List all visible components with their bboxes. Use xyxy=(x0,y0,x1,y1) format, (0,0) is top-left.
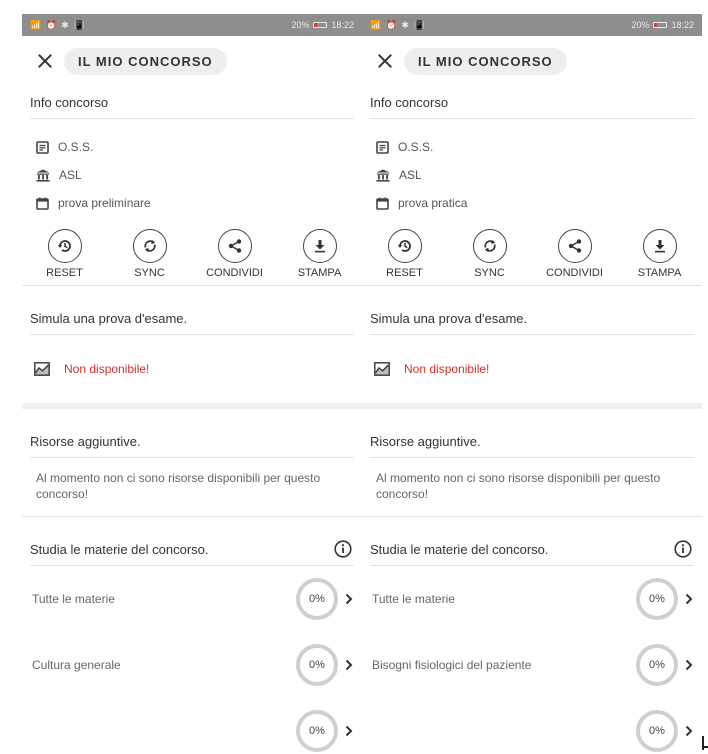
info-exam-row xyxy=(22,189,362,217)
subject-row[interactable] xyxy=(362,566,702,632)
study-section-title: Studia le materie del concorso. xyxy=(30,541,209,557)
subject-row[interactable] xyxy=(362,698,702,754)
battery-icon xyxy=(313,22,327,28)
close-icon[interactable] xyxy=(378,54,392,68)
page-title: IL MIO CONCORSO xyxy=(64,48,227,75)
status-icons: 📶 ⏰ ✱ 📳 xyxy=(370,19,426,30)
spacer xyxy=(362,286,702,302)
reset-label: RESET xyxy=(46,267,83,279)
battery-fill xyxy=(314,23,316,27)
close-icon[interactable] xyxy=(38,54,52,68)
chart-icon xyxy=(374,362,390,376)
resources-section-header xyxy=(370,425,694,458)
simulate-status: Non disponibile! xyxy=(64,362,150,376)
info-exam-type: prova preliminare xyxy=(58,196,151,210)
document-icon xyxy=(376,141,389,154)
subject-name: Tutte le materie xyxy=(372,592,455,606)
study-section-header xyxy=(30,533,354,566)
subject-name: Tutte le materie xyxy=(32,592,115,606)
share-button[interactable] xyxy=(200,229,270,279)
status-icons: 📶 ⏰ ✱ 📳 xyxy=(30,19,86,30)
phone-screen-right xyxy=(362,14,702,754)
mouse-cursor-icon xyxy=(702,736,708,750)
progress-ring: 0% xyxy=(296,710,338,752)
reset-button[interactable] xyxy=(370,229,440,279)
app-bar xyxy=(362,36,702,86)
print-button[interactable] xyxy=(285,229,355,279)
sync-icon xyxy=(133,229,167,263)
sync-button[interactable] xyxy=(455,229,525,279)
info-section-title: Info concorso xyxy=(370,94,449,110)
history-icon xyxy=(48,229,82,263)
subject-list xyxy=(362,566,702,754)
info-section-title: Info concorso xyxy=(30,94,109,110)
bank-icon xyxy=(376,169,390,182)
simulate-section-header xyxy=(30,302,354,335)
calendar-icon xyxy=(36,197,49,210)
info-entity: ASL xyxy=(399,168,422,182)
subject-name: Bisogni fisiologici del paziente xyxy=(372,658,532,672)
subject-row[interactable] xyxy=(362,632,702,698)
simulate-status-row xyxy=(22,335,362,403)
info-profile: O.S.S. xyxy=(58,140,94,154)
info-entity-row xyxy=(22,161,362,189)
action-bar xyxy=(22,217,362,285)
study-section-header xyxy=(370,533,694,566)
progress-ring: 0% xyxy=(636,710,678,752)
progress-ring: 0% xyxy=(296,578,338,620)
info-profile-row xyxy=(362,133,702,161)
print-button[interactable] xyxy=(625,229,695,279)
chevron-right-icon xyxy=(682,659,696,671)
battery-percent: 20% xyxy=(291,20,310,30)
info-entity: ASL xyxy=(59,168,82,182)
chevron-right-icon xyxy=(682,593,696,605)
chevron-right-icon xyxy=(342,659,356,671)
app-bar xyxy=(22,36,362,86)
info-exam-row xyxy=(362,189,702,217)
bank-icon xyxy=(36,169,50,182)
progress-ring: 0% xyxy=(636,644,678,686)
status-bar xyxy=(362,14,702,36)
reset-button[interactable] xyxy=(30,229,100,279)
download-icon xyxy=(643,229,677,263)
info-entity-row xyxy=(362,161,702,189)
subject-row[interactable] xyxy=(22,566,362,632)
share-icon xyxy=(558,229,592,263)
battery-icon xyxy=(653,22,667,28)
status-right xyxy=(631,20,694,30)
sync-button[interactable] xyxy=(115,229,185,279)
download-icon xyxy=(303,229,337,263)
resources-message: Al momento non ci sono risorse disponibili per questo concorso! xyxy=(36,471,321,501)
resources-section-title: Risorse aggiuntive. xyxy=(30,433,141,449)
clock: 18:22 xyxy=(671,20,694,30)
spacer xyxy=(22,409,362,425)
document-icon xyxy=(36,141,49,154)
share-icon xyxy=(218,229,252,263)
spacer xyxy=(362,409,702,425)
info-icon[interactable] xyxy=(674,540,692,558)
battery-fill xyxy=(654,23,656,27)
simulate-status-row xyxy=(362,335,702,403)
chart-icon xyxy=(34,362,50,376)
page-title: IL MIO CONCORSO xyxy=(404,48,567,75)
print-label: STAMPA xyxy=(637,267,682,279)
simulate-section-title: Simula una prova d'esame. xyxy=(370,310,528,326)
simulate-status: Non disponibile! xyxy=(404,362,490,376)
calendar-icon xyxy=(376,197,389,210)
share-label: CONDIVIDI xyxy=(206,267,263,279)
subject-row[interactable] xyxy=(22,698,362,754)
chevron-right-icon xyxy=(682,725,696,737)
print-label: STAMPA xyxy=(297,267,342,279)
info-section-header xyxy=(370,86,694,119)
info-section-header xyxy=(30,86,354,119)
sync-label: SYNC xyxy=(474,267,505,279)
resources-section-title: Risorse aggiuntive. xyxy=(370,433,481,449)
resources-message: Al momento non ci sono risorse disponibili per questo concorso! xyxy=(376,471,661,501)
sync-icon xyxy=(473,229,507,263)
subject-list xyxy=(22,566,362,754)
clock: 18:22 xyxy=(331,20,354,30)
progress-ring: 0% xyxy=(636,578,678,620)
simulate-section-header xyxy=(370,302,694,335)
info-list xyxy=(22,119,362,217)
spacer xyxy=(22,517,362,533)
spacer xyxy=(362,517,702,533)
info-profile: O.S.S. xyxy=(398,140,434,154)
share-label: CONDIVIDI xyxy=(546,267,603,279)
spacer xyxy=(22,286,362,302)
info-profile-row xyxy=(22,133,362,161)
simulate-section-title: Simula una prova d'esame. xyxy=(30,310,188,326)
info-icon[interactable] xyxy=(334,540,352,558)
battery-percent: 20% xyxy=(631,20,650,30)
status-bar xyxy=(22,14,362,36)
info-list xyxy=(362,119,702,217)
study-section-title: Studia le materie del concorso. xyxy=(370,541,549,557)
phone-screen-left xyxy=(22,14,362,754)
chevron-right-icon xyxy=(342,593,356,605)
info-exam-type: prova pratica xyxy=(398,196,468,210)
subject-name: Cultura generale xyxy=(32,658,121,672)
action-bar xyxy=(362,217,702,285)
history-icon xyxy=(388,229,422,263)
status-right xyxy=(291,20,354,30)
resources-section-header xyxy=(30,425,354,458)
progress-ring: 0% xyxy=(296,644,338,686)
reset-label: RESET xyxy=(386,267,423,279)
sync-label: SYNC xyxy=(134,267,165,279)
subject-row[interactable] xyxy=(22,632,362,698)
chevron-right-icon xyxy=(342,725,356,737)
share-button[interactable] xyxy=(540,229,610,279)
